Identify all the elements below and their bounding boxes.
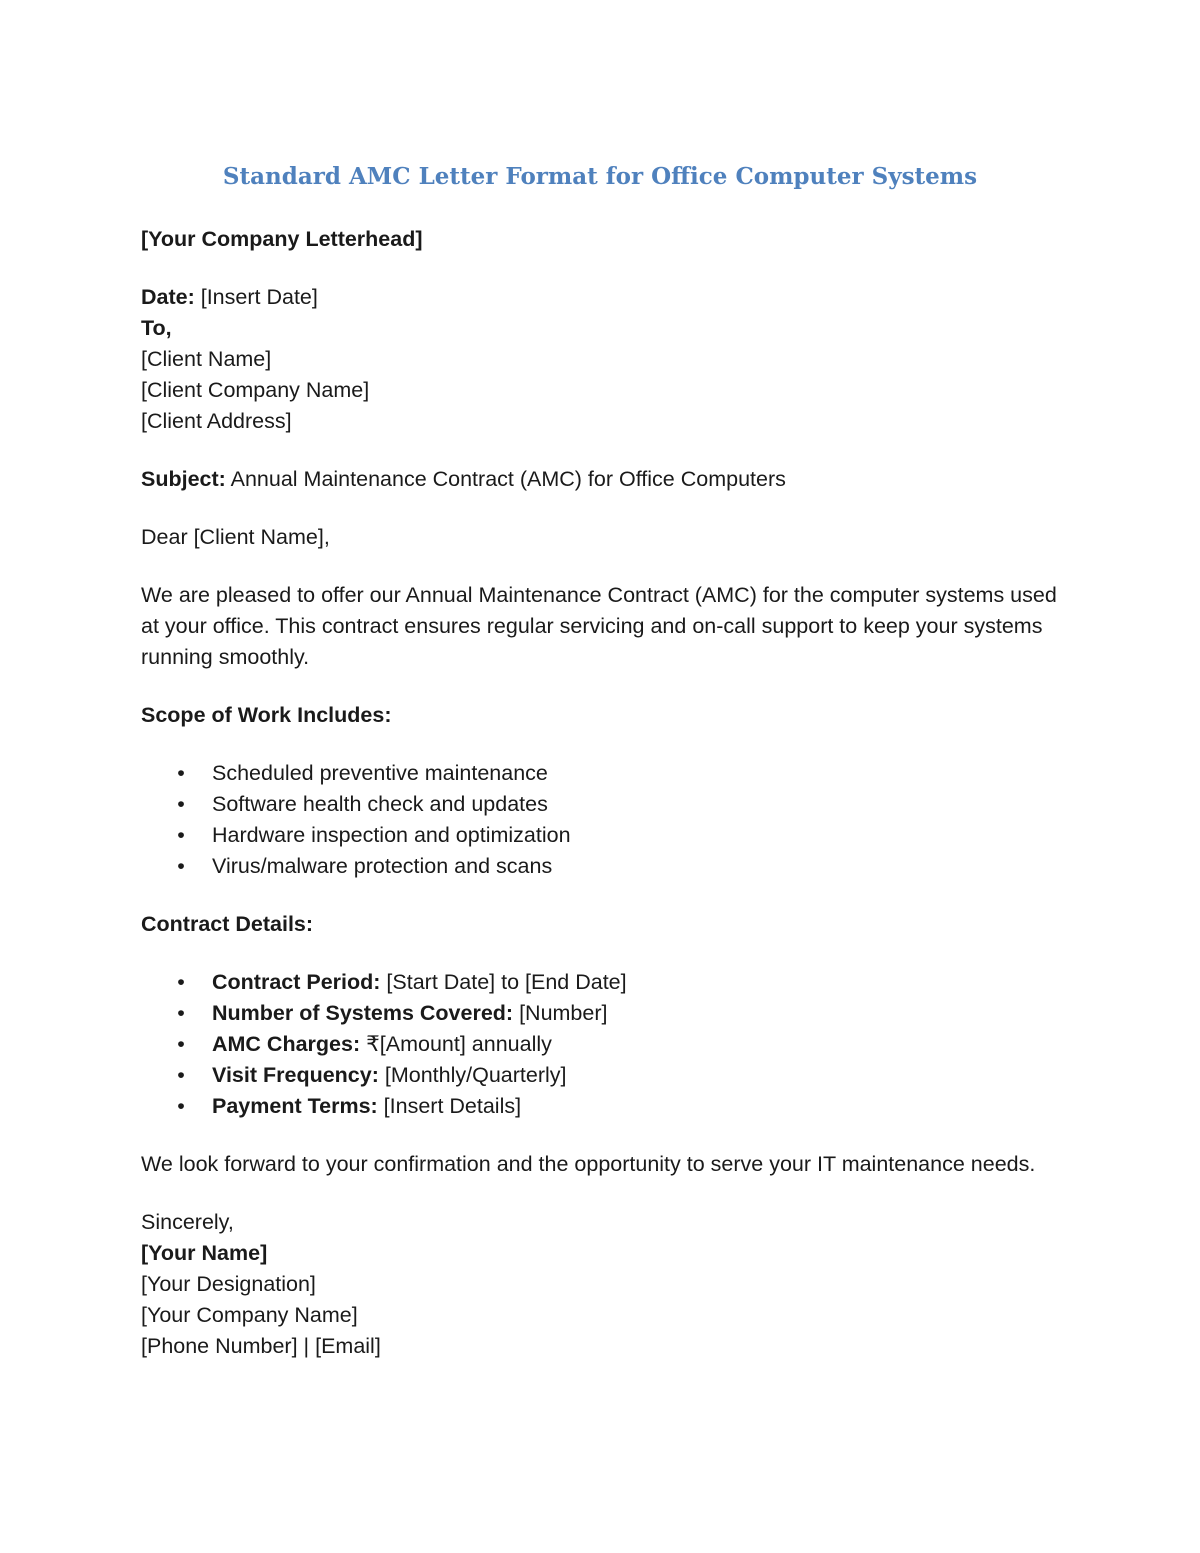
list-item [141, 1091, 1071, 1122]
list-item [141, 789, 1071, 820]
bullet-icon: • [177, 761, 185, 785]
signature-contact: [Phone Number] | [Email] [141, 1334, 381, 1358]
list-item [141, 967, 1071, 998]
spacer [141, 255, 1071, 282]
date-value: [Insert Date] [194, 285, 318, 309]
bullet-icon: • [177, 823, 185, 847]
scope-item-text: Hardware inspection and optimization [212, 823, 571, 847]
signature-designation: [Your Designation] [141, 1272, 316, 1296]
scope-heading: Scope of Work Includes: [141, 703, 392, 727]
contract-item-value: [Insert Details] [377, 1094, 522, 1118]
client-company-name: [Client Company Name] [141, 378, 370, 402]
contract-item-label: Payment Terms: [212, 1094, 378, 1118]
list-item [141, 1029, 1071, 1060]
spacer [141, 731, 1071, 758]
to-label: To, [141, 316, 172, 340]
contract-item-label: Number of Systems Covered: [212, 1001, 514, 1025]
spacer [141, 437, 1071, 464]
list-item [141, 758, 1071, 789]
list-item [141, 1060, 1071, 1091]
scope-item-text: Software health check and updates [212, 792, 548, 816]
contract-heading: Contract Details: [141, 912, 314, 936]
spacer [141, 673, 1071, 700]
contract-item-value: [Number] [513, 1001, 608, 1025]
contract-item-label: AMC Charges: [212, 1032, 361, 1056]
bullet-icon: • [177, 792, 185, 816]
bullet-icon: • [177, 854, 185, 878]
closing-paragraph: We look forward to your confirmation and the opportunity to serve your IT maintenance needs. [141, 1152, 1036, 1176]
spacer [141, 882, 1071, 909]
client-address: [Client Address] [141, 409, 292, 433]
letterhead-placeholder: [Your Company Letterhead] [141, 227, 423, 251]
subject-label: Subject: [141, 467, 226, 491]
bullet-icon: • [177, 1063, 185, 1087]
signoff: Sincerely, [141, 1210, 234, 1234]
list-item [141, 820, 1071, 851]
subject-line [141, 464, 1071, 495]
bullet-icon: • [177, 1001, 185, 1025]
date-label: Date: [141, 285, 195, 309]
client-name: [Client Name] [141, 347, 272, 371]
page-title: Standard AMC Letter Format for Office Computer Systems [222, 163, 978, 190]
signature-company: [Your Company Name] [141, 1303, 358, 1327]
spacer [141, 1122, 1071, 1149]
scope-item-text: Virus/malware protection and scans [212, 854, 553, 878]
list-item [141, 851, 1071, 882]
scope-item-text: Scheduled preventive maintenance [212, 761, 548, 785]
spacer [141, 553, 1071, 580]
contract-item-label: Visit Frequency: [212, 1063, 379, 1087]
date-line [141, 282, 1071, 313]
bullet-icon: • [177, 970, 185, 994]
signature-name: [Your Name] [141, 1241, 268, 1265]
intro-paragraph: We are pleased to offer our Annual Maintenance Contract (AMC) for the computer systems used at your office. This contract ensures regular servicing and on-call support to keep your systems running smoothly. [141, 583, 1057, 669]
subject-value: Annual Maintenance Contract (AMC) for Office Computers [225, 467, 786, 491]
spacer [141, 495, 1071, 522]
scope-list [141, 758, 1071, 882]
bullet-icon: • [177, 1094, 185, 1118]
spacer [141, 940, 1071, 967]
bullet-icon: • [177, 1032, 185, 1056]
letter-body [141, 224, 1071, 1362]
salutation: Dear [Client Name], [141, 525, 330, 549]
contract-item-value: [Monthly/Quarterly] [378, 1063, 567, 1087]
contract-item-label: Contract Period: [212, 970, 381, 994]
contract-item-value: ₹[Amount] annually [360, 1032, 552, 1056]
contract-details-list [141, 967, 1071, 1122]
spacer [141, 1180, 1071, 1207]
contract-item-value: [Start Date] to [End Date] [380, 970, 627, 994]
list-item [141, 998, 1071, 1029]
